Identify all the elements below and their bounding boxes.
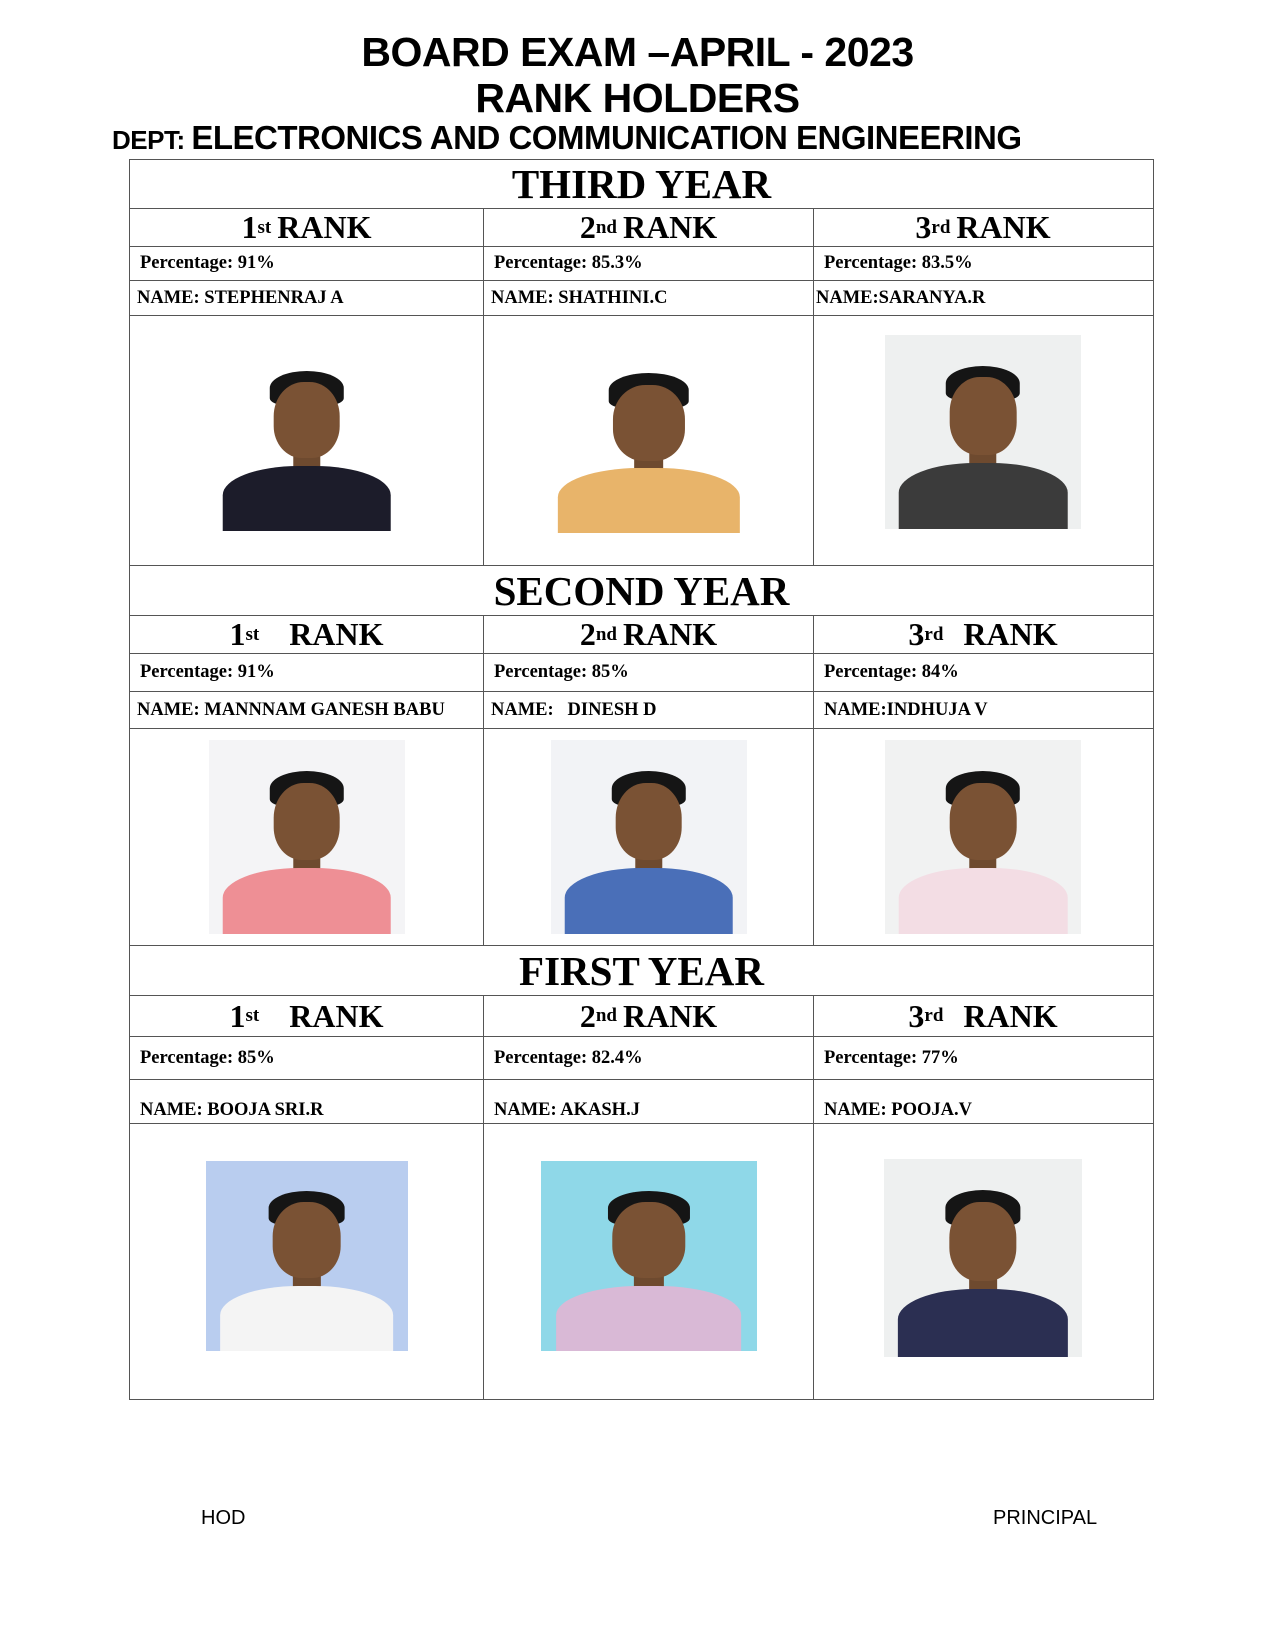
principal-signature-label: PRINCIPAL (993, 1507, 1098, 1529)
rank-table (129, 159, 1154, 1400)
photo-row (130, 316, 1153, 566)
student-name: NAME: STEPHENRAJ A (130, 281, 484, 315)
rank-label: 2 nd RANK (484, 996, 814, 1036)
student-photo (206, 1161, 408, 1351)
student-name: NAME: MANNNAM GANESH BABU (130, 692, 484, 728)
name-row (130, 1080, 1153, 1124)
rank-label: 1 st RANK (130, 209, 484, 246)
dept-name: ELECTRONICS AND COMMUNICATION ENGINEERING (191, 119, 1022, 156)
dept-label: DEPT: (112, 125, 192, 155)
student-photo (209, 341, 405, 531)
percentage-text: Percentage: 82.4% (484, 1037, 814, 1079)
photo-row (130, 729, 1153, 946)
percentage-row (130, 654, 1153, 692)
rank-label: 2 nd RANK (484, 209, 814, 246)
student-name: NAME: SHATHINI.C (484, 281, 814, 315)
student-photo (543, 343, 755, 533)
student-name: NAME:SARANYA.R (816, 287, 986, 308)
student-name: NAME: BOOJA SRI.R (130, 1080, 484, 1123)
percentage-text: Percentage: 91% (130, 654, 484, 691)
percentage-text: Percentage: 91% (130, 247, 484, 280)
department-heading (112, 119, 1212, 159)
percentage-row (130, 247, 1153, 281)
student-photo (884, 1159, 1082, 1357)
name-row (130, 281, 1153, 316)
percentage-row (130, 1037, 1153, 1080)
rank-label: 3 rd RANK (908, 997, 1058, 1034)
hod-signature-label: HOD (201, 1507, 246, 1529)
rank-header-row (130, 996, 1153, 1037)
rank-label: 1 st RANK (130, 616, 484, 653)
rank-header-row (130, 616, 1153, 654)
percentage-text: Percentage: 77% (824, 1047, 959, 1068)
percentage-text: Percentage: 85% (484, 654, 814, 691)
photo-row (130, 1124, 1153, 1399)
student-name: NAME: AKASH.J (484, 1080, 814, 1123)
percentage-text: Percentage: 85.3% (484, 247, 814, 280)
student-name: NAME: DINESH D (484, 692, 814, 728)
student-photo (551, 740, 747, 934)
percentage-text: Percentage: 83.5% (824, 253, 973, 273)
student-name: NAME: POOJA.V (824, 1100, 972, 1120)
exam-title: BOARD EXAM –APRIL - 2023 (361, 29, 914, 75)
section-title-second-year: SECOND YEAR (130, 566, 1153, 616)
name-row (130, 692, 1153, 729)
rank-label: 3 rd RANK (908, 616, 1058, 652)
section-title-first-year: FIRST YEAR (130, 946, 1153, 996)
section-title-third-year: THIRD YEAR (130, 160, 1153, 209)
student-photo (885, 335, 1081, 529)
rank-holders-title: RANK HOLDERS (475, 75, 800, 121)
rank-label: 2 nd RANK (484, 616, 814, 653)
student-photo (541, 1161, 757, 1351)
student-name: NAME:INDHUJA V (824, 699, 988, 720)
percentage-text: Percentage: 84% (824, 662, 959, 682)
student-photo (885, 740, 1081, 934)
rank-label: 3 rd RANK (915, 209, 1051, 245)
student-photo (209, 740, 405, 934)
rank-header-row (130, 209, 1153, 247)
rank-label: 1 st RANK (130, 996, 484, 1036)
percentage-text: Percentage: 85% (130, 1037, 484, 1079)
